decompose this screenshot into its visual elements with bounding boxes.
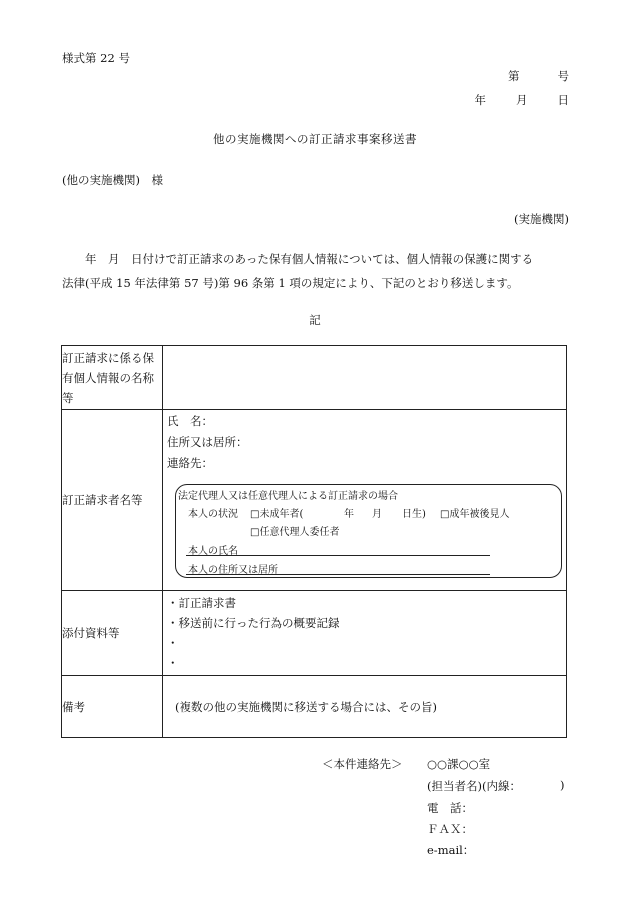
person-name-label: 本人の氏名 [188, 546, 238, 557]
month-label: 月 [516, 93, 528, 107]
dai-label: 第 [508, 69, 520, 83]
attachment-item: ・移送前に行った行為の概要記録 [167, 616, 340, 630]
attachments-label: 添付資料等 [62, 591, 163, 676]
info-name-label [62, 346, 163, 410]
adult-guardian-checkbox[interactable]: □成年被後見人 [440, 509, 510, 520]
person-address-label: 本人の住所又は居所 [188, 565, 278, 576]
proxy-request-box [175, 484, 562, 578]
form-number: 様式第 22 号 [62, 51, 130, 65]
proxy-heading: 法定代理人又は任意代理人による訂正請求の場合 [178, 491, 398, 502]
attachment-item: ・訂正請求書 [167, 596, 236, 610]
remarks-value: (複数の他の実施機関に移送する場合には、その旨) [163, 676, 567, 738]
document-title: 他の実施機関への訂正請求事案移送書 [213, 132, 417, 146]
addressee: (他の実施機関) 様 [62, 173, 163, 187]
go-label: 号 [557, 69, 569, 83]
table-row [62, 676, 567, 738]
requester-address-field[interactable]: 住所又は居所： [167, 435, 248, 449]
person-name-underline[interactable] [186, 555, 490, 556]
body-line-2: 法律(平成 15 年法律第 57 号)第 96 条第 1 項の規定により、下記のとおり移送します。 [62, 276, 519, 290]
attachment-item: ・ [167, 636, 179, 650]
status-label: 本人の状況 [188, 509, 238, 520]
contact-person: (担当者名)(内線： [427, 779, 521, 793]
contact-email: e-mail： [427, 843, 475, 857]
contact-dept: ○○課○○室 [427, 757, 491, 771]
day-label: 日 [557, 93, 569, 107]
requester-label: 訂正請求者名等 [62, 410, 163, 591]
birth-day-label: 日生) [402, 509, 426, 520]
minor-checkbox[interactable]: □未成年者( [250, 509, 304, 520]
table-row [62, 410, 567, 591]
attachments-value [163, 591, 567, 676]
requester-contact-field[interactable]: 連絡先： [167, 456, 213, 470]
info-name-label-line: 訂正請求に係る保 [62, 350, 154, 365]
contact-tel: 電 話： [427, 801, 473, 815]
requester-name-field[interactable]: 氏 名： [167, 414, 213, 428]
table-row [62, 591, 567, 676]
year-label: 年 [474, 93, 486, 107]
ki-heading: 記 [309, 313, 321, 327]
info-name-label-line: 等 [62, 390, 74, 405]
birth-year-label: 年 [344, 509, 354, 520]
table-row [62, 346, 567, 410]
date-line [475, 92, 570, 108]
contact-fax: ＦＡＸ： [427, 822, 473, 836]
birth-month-label: 月 [372, 509, 382, 520]
body-line-1: 年 月 日付けで訂正請求のあった保有個人情報については、個人情報の保護に関する [62, 252, 534, 266]
transfer-table [61, 345, 567, 738]
contact-close-paren: ) [560, 778, 565, 792]
remarks-label: 備考 [62, 676, 163, 738]
info-name-value[interactable] [163, 346, 567, 410]
document-number-line [508, 68, 569, 84]
voluntary-agent-checkbox[interactable]: □任意代理人委任者 [250, 527, 340, 538]
requester-value [163, 410, 567, 591]
attachment-item: ・ [167, 656, 179, 670]
sender: (実施機関) [514, 212, 569, 226]
body-text [62, 247, 570, 295]
person-address-underline[interactable] [186, 574, 490, 575]
contact-label: ＜本件連絡先＞ [322, 757, 403, 771]
info-name-label-line: 有個人情報の名称 [62, 370, 154, 385]
